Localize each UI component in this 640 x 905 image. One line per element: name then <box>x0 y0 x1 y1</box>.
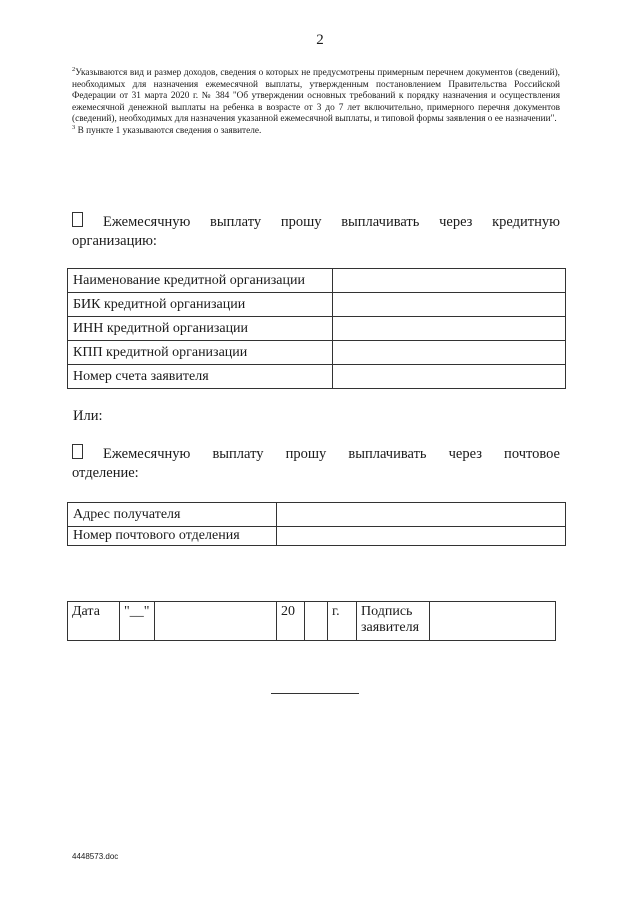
post-option-line1: Ежемесячную выплату прошу выплачивать через почтовое <box>103 446 560 462</box>
bank-name-field[interactable] <box>333 269 566 293</box>
document-id: 4448573.doc <box>72 852 119 861</box>
footnote-2-mark: 2 <box>72 66 76 73</box>
bank-bik-field[interactable] <box>333 293 566 317</box>
footnote-3-mark: 3 <box>72 123 76 131</box>
date-label: Дата <box>68 602 120 641</box>
bank-name-label: Наименование кредитной организации <box>68 269 333 293</box>
table-row <box>68 269 566 293</box>
table-row <box>68 602 556 641</box>
table-row <box>68 527 566 546</box>
footnote-3 <box>72 123 560 138</box>
account-number-label: Номер счета заявителя <box>68 365 333 389</box>
year-prefix: 20 <box>277 602 305 641</box>
bank-option-line2: организацию: <box>72 233 157 249</box>
bank-kpp-label: КПП кредитной организации <box>68 341 333 365</box>
post-office-number-field[interactable] <box>277 527 566 546</box>
table-row <box>68 317 566 341</box>
recipient-address-field[interactable] <box>277 503 566 527</box>
table-row <box>68 365 566 389</box>
account-number-field[interactable] <box>333 365 566 389</box>
bank-kpp-field[interactable] <box>333 341 566 365</box>
bank-option <box>72 212 560 251</box>
date-signature-table <box>67 601 556 641</box>
signature-label: Подпись заявителя <box>357 602 430 641</box>
bank-details-table <box>67 268 566 389</box>
signature-field[interactable] <box>430 602 556 641</box>
or-label: Или: <box>73 408 103 424</box>
post-option-line1-row <box>72 444 560 464</box>
footnotes <box>72 68 560 138</box>
month-field[interactable] <box>155 602 277 641</box>
post-option <box>72 444 560 483</box>
footnote-3-text: В пункте 1 указываются сведения о заявителе. <box>77 125 262 136</box>
post-details-table <box>67 502 566 546</box>
end-divider <box>271 693 359 694</box>
table-row <box>68 341 566 365</box>
bank-inn-field[interactable] <box>333 317 566 341</box>
post-option-checkbox[interactable] <box>72 444 83 459</box>
bank-option-line1: Ежемесячную выплату прошу выплачивать через кредитную <box>103 214 560 230</box>
year-suffix: г. <box>328 602 357 641</box>
recipient-address-label: Адрес получателя <box>68 503 277 527</box>
bank-bik-label: БИК кредитной организации <box>68 293 333 317</box>
bank-option-checkbox[interactable] <box>72 212 83 227</box>
table-row <box>68 503 566 527</box>
post-office-number-label: Номер почтового отделения <box>68 527 277 546</box>
page-number: 2 <box>316 32 324 48</box>
post-option-line2: отделение: <box>72 465 139 481</box>
footnote-2-text: Указываются вид и размер доходов, сведения о которых не предусмотрены примерным перечнем документов (сведений), необходимых для назначения ежемесячной выплаты, утвержденным постановлением Правительства Российской Федерации от 31 марта 2020 г. № 384 "Об утверждении основных требований к порядку назначения и осуществления ежемесячной денежной выплаты на ребенка в возрасте от 3 до 7 лет включительно, примерного перечня документов (сведений), необходимых для назначения указанной ежемесячной выплаты, и типовой формы заявления о ее назначении". <box>72 68 560 125</box>
bank-inn-label: ИНН кредитной организации <box>68 317 333 341</box>
day-field[interactable]: "__" <box>120 602 155 641</box>
table-row <box>68 293 566 317</box>
footnote-2 <box>72 68 560 126</box>
year-field[interactable] <box>305 602 328 641</box>
bank-option-line1-row <box>72 212 560 232</box>
